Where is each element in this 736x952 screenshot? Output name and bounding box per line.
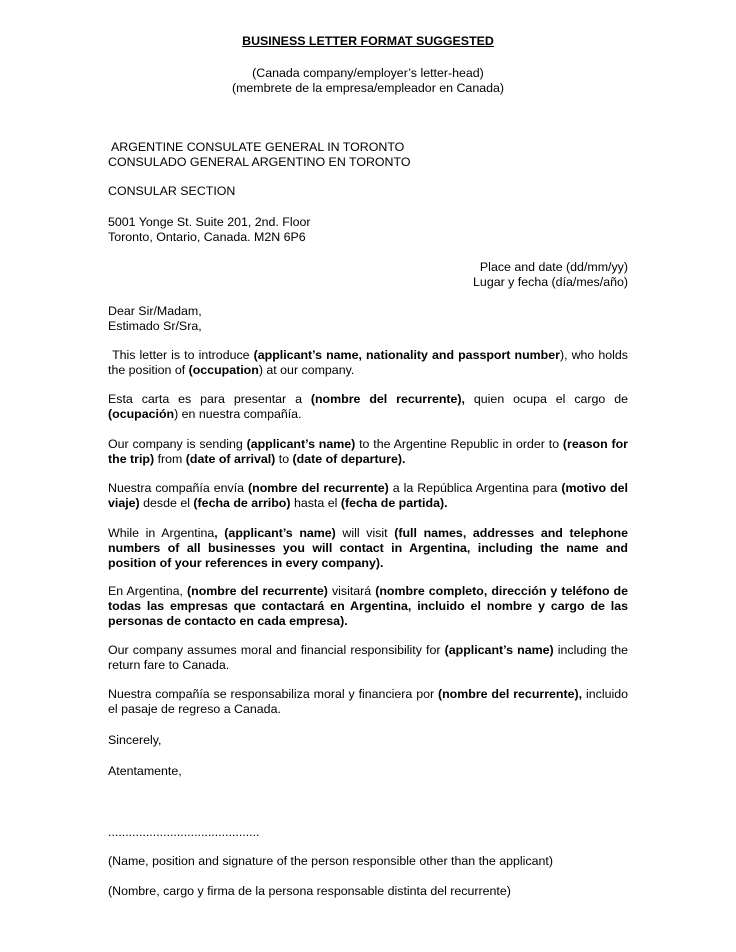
place-date (473, 260, 628, 290)
paragraph-trip-en: Our company is sending (applicant’s name) to the Argentine Republic in order to (reason for the trip) from (date of arrival) to (date of departure). (108, 437, 629, 466)
page-title: BUSINESS LETTER FORMAT SUGGESTED (242, 34, 494, 48)
place-date-es: Lugar y fecha (día/mes/año) (473, 275, 628, 289)
paragraph-trip-es: Nuestra compañía envía (nombre del recurrente) a la República Argentina para (motivo del viaje) desde el (fecha de arribo) hasta el (fecha de partida). (108, 481, 628, 510)
paragraph-responsibility-en: Our company assumes moral and financial responsibility for (applicant’s name) including the return fare to Canada. (108, 643, 628, 672)
place-date-en: Place and date (dd/mm/yy) (479, 260, 628, 274)
paragraph-introduction-es: Esta carta es para presentar a (nombre del recurrente), quien ocupa el cargo de (ocupación) en nuestra compañía. (108, 392, 628, 421)
letterhead-line-en: (Canada company/employer’s letter-head) (252, 66, 484, 80)
signature-line: ............................................ (108, 825, 260, 839)
closing-en: Sincerely, (108, 733, 162, 747)
paragraph-introduction-en: This letter is to introduce (applicant’s name, nationality and passport number), who holds the position of (occupation) at our company. (108, 348, 628, 377)
signature-caption-es: (Nombre, cargo y firma de la persona responsable distinta del recurrente) (108, 884, 511, 898)
letterhead (0, 66, 736, 96)
signature-caption-en: (Name, position and signature of the person responsible other than the applicant) (108, 854, 553, 868)
letterhead-line-es: (membrete de la empresa/empleador en Canada) (231, 81, 505, 95)
address-line-2: Toronto, Ontario, Canada. M2N 6P6 (108, 230, 306, 244)
salutation (108, 304, 628, 334)
recipient-address (108, 215, 628, 245)
recipient-name (108, 140, 628, 170)
recipient-name-en: ARGENTINE CONSULATE GENERAL IN TORONTO (111, 140, 405, 154)
paragraph-visits-es: En Argentina, (nombre del recurrente) visitará (nombre completo, dirección y teléfono de todas las empresas que contactará en Argentina, incluido el nombre y cargo de las personas de contacto en cada empresa). (108, 584, 628, 628)
paragraph-visits-en: While in Argentina, (applicant’s name) will visit (full names, addresses and telephone numbers of all businesses you will contact in Argentina, including the name and position of your references in every company). (108, 526, 628, 570)
address-line-1: 5001 Yonge St. Suite 201, 2nd. Floor (108, 215, 311, 229)
recipient-name-es: CONSULADO GENERAL ARGENTINO EN TORONTO (108, 155, 411, 169)
recipient-section: CONSULAR SECTION (108, 184, 236, 198)
paragraph-responsibility-es: Nuestra compañía se responsabiliza moral y financiera por (nombre del recurrente), incluido el pasaje de regreso a Canada. (108, 687, 628, 716)
closing-es: Atentamente, (108, 764, 182, 778)
salutation-es: Estimado Sr/Sra, (108, 319, 202, 333)
salutation-en: Dear Sir/Madam, (108, 304, 202, 318)
